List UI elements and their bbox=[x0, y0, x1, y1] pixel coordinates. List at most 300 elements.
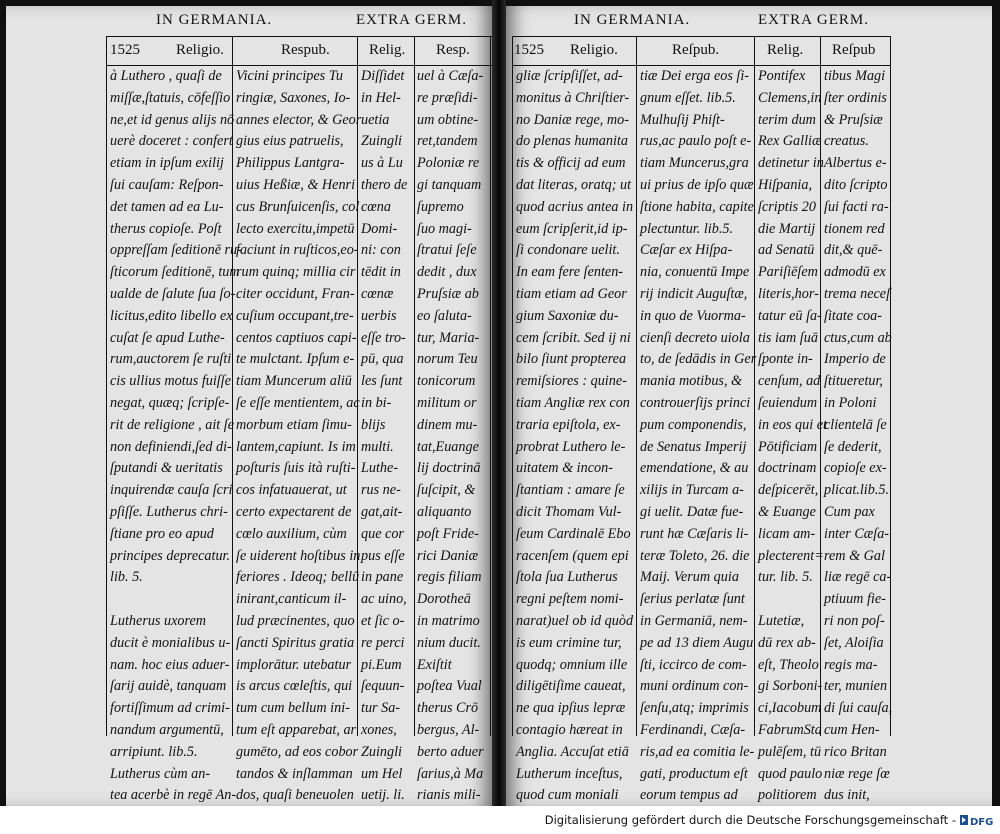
text-line: gius eius patruelis, bbox=[236, 133, 344, 150]
text-line: cienſi decreto uiola bbox=[640, 329, 750, 346]
text-line: tat,Euange bbox=[417, 438, 479, 455]
right-header-respub: Reſpub. bbox=[672, 42, 720, 58]
text-line: ſputandi & ueritatis bbox=[110, 460, 223, 477]
text-line: ne qua ipſius lepræ bbox=[516, 700, 626, 717]
left-rule-2 bbox=[357, 36, 358, 736]
text-line: ſancti Spiritus gratia bbox=[236, 634, 355, 651]
text-line: cos infatuauerat, ut bbox=[236, 482, 347, 499]
text-line: in Poloni bbox=[824, 394, 877, 411]
text-line: creatus. bbox=[824, 133, 869, 150]
text-line: traria epiſtola, ex- bbox=[516, 416, 621, 433]
text-line: copioſe ex- bbox=[824, 460, 887, 477]
left-column-headers bbox=[106, 36, 492, 66]
text-line: det tamen ad ea Lu- bbox=[110, 198, 224, 215]
text-line: is eum crimine tur, bbox=[516, 634, 622, 651]
text-line: FabrumSta bbox=[758, 721, 822, 738]
text-line: cem ſcribit. Sed ij ni bbox=[516, 329, 631, 346]
text-line: rus,ac paulo poſt e- bbox=[640, 133, 752, 150]
text-line: citer occidunt, Fran- bbox=[236, 285, 355, 302]
digitization-footer bbox=[0, 806, 1000, 834]
text-line: quodq; omnium ille bbox=[516, 656, 628, 673]
text-line: ſarius,à Ma bbox=[417, 765, 484, 782]
text-line: rici Daniæ bbox=[417, 547, 479, 564]
text-line: uerè doceret : confert bbox=[110, 133, 233, 150]
text-line: quod cum moniali bbox=[516, 787, 619, 804]
text-line: cenſum, ad bbox=[758, 373, 821, 390]
text-line: blijs bbox=[361, 416, 386, 433]
text-line: ſtratui ſeſe bbox=[417, 242, 477, 259]
text-line: dos, quaſi beneuolen bbox=[236, 787, 354, 804]
text-line: cis ullius motus fuiſſe bbox=[110, 373, 231, 390]
text-line: thero de bbox=[361, 176, 408, 193]
text-line: uius Heßiæ, & Henri bbox=[236, 176, 356, 193]
right-running-head-right: EXTRA GERM. bbox=[758, 12, 870, 28]
text-line: us à Lu bbox=[361, 155, 403, 172]
text-line: Domi- bbox=[361, 220, 398, 237]
text-line: berto aduer bbox=[417, 743, 484, 760]
text-line: regni peſtem nomi- bbox=[516, 591, 624, 608]
left-header-religio: Religio. bbox=[176, 42, 224, 58]
text-line: tur. lib. 5. bbox=[758, 569, 813, 586]
left-column-1 bbox=[110, 66, 242, 829]
text-line: quod paulo bbox=[758, 765, 823, 782]
text-line: ſuſcipit, & bbox=[417, 482, 476, 499]
right-column-2 bbox=[640, 66, 757, 807]
text-line: lib. 5. bbox=[110, 569, 143, 586]
text-line: quod acrius antea in bbox=[516, 198, 634, 215]
text-line: militum or bbox=[417, 394, 477, 411]
text-line: gi Sorboni- bbox=[758, 678, 823, 695]
text-line: eo ſaluta- bbox=[417, 307, 472, 324]
text-line: dit,& quē- bbox=[824, 242, 883, 259]
text-line: te mulctant. Ipſum e- bbox=[236, 351, 355, 368]
right-rule-2 bbox=[754, 36, 755, 736]
text-line: principes deprecatur. bbox=[110, 547, 231, 564]
text-line: ri non poſ- bbox=[824, 612, 885, 629]
text-line: in matrimo bbox=[417, 612, 480, 629]
text-line: licam am- bbox=[758, 525, 816, 542]
text-line: runt hæ Cæſaris li- bbox=[640, 525, 749, 542]
text-line: multi. bbox=[361, 438, 394, 455]
left-running-head bbox=[6, 10, 492, 34]
left-header-relig: Relig. bbox=[369, 42, 406, 58]
left-rule-3 bbox=[414, 36, 415, 736]
text-line: diligētiſime caueat, bbox=[516, 678, 626, 695]
text-line: feriores . Ideoq; bellū bbox=[236, 569, 360, 586]
text-line: de Senatus Imperij bbox=[640, 438, 747, 455]
text-line: à Luthero , quaſi de bbox=[110, 68, 222, 84]
right-column-4 bbox=[824, 66, 893, 807]
text-line: eum ſcripſerit,id ip- bbox=[516, 220, 628, 237]
text-line: implorātur. utebatur bbox=[236, 656, 352, 673]
text-line: nia, conuentū Impe bbox=[640, 264, 750, 281]
text-line: annes elector, & Geor bbox=[236, 111, 362, 128]
text-line: pū, qua bbox=[361, 351, 404, 368]
text-line: oppreſſam ſeditionē ru- bbox=[110, 242, 242, 259]
text-line: emendatione, & au bbox=[640, 460, 749, 477]
text-line: tonicorum bbox=[417, 373, 476, 390]
text-line: teræ Toleto, 26. die bbox=[640, 547, 750, 564]
dfg-logo-icon bbox=[960, 812, 994, 828]
text-line: Luthe- bbox=[361, 460, 399, 477]
text-line: no Daniæ rege, mo- bbox=[516, 111, 629, 128]
text-line: ſtione habita, capite bbox=[640, 198, 754, 215]
text-line: Albertus e- bbox=[824, 155, 887, 172]
text-line: ſeum Cardinalē Ebo bbox=[516, 525, 631, 542]
text-line: contagio hæreat in bbox=[516, 721, 623, 738]
text-line: ſcriptis 20 bbox=[758, 198, 816, 215]
text-line: ſerius perlatæ ſunt bbox=[640, 591, 745, 608]
text-line: rus ne- bbox=[361, 482, 401, 499]
text-line: tibus Magi bbox=[824, 68, 886, 84]
text-line: bilo ſiunt propterea bbox=[516, 351, 627, 368]
text-line: Cum pax bbox=[824, 503, 875, 520]
text-line: plectuntur. lib.5. bbox=[640, 220, 734, 237]
text-line: terim dum bbox=[758, 111, 816, 128]
text-line: Lutherus cùm an- bbox=[110, 765, 211, 782]
text-line: ſenſu,atq; imprimis bbox=[640, 700, 749, 717]
text-line: to, de ſedādis in Ger bbox=[640, 351, 757, 368]
text-line: rico Britan bbox=[824, 743, 887, 760]
text-line: deſpicerēt, bbox=[758, 482, 819, 499]
text-line: Lutetiæ, bbox=[758, 612, 805, 629]
text-line: detinetur in bbox=[758, 155, 824, 172]
text-line: Hiſpania, bbox=[758, 176, 812, 193]
text-line: regis filiam bbox=[417, 569, 482, 586]
text-line: Pruſsiæ ab bbox=[417, 285, 479, 302]
right-page bbox=[506, 6, 992, 806]
text-line: tis iam ſuā bbox=[758, 329, 818, 346]
text-line: cœnæ bbox=[361, 285, 394, 302]
text-line: pulēſem, tū bbox=[758, 743, 822, 760]
text-line: Clemens,in bbox=[758, 89, 822, 106]
text-line: gi tanquam bbox=[417, 176, 482, 193]
text-line: rianis mili- bbox=[417, 787, 481, 804]
text-line: lud præcinentes, quo bbox=[236, 612, 355, 629]
text-line: re perci bbox=[361, 634, 405, 651]
text-line: regis ma- bbox=[824, 656, 878, 673]
text-line: monitus à Chriſtier- bbox=[516, 89, 630, 106]
text-line: rit de religione , ait ſe bbox=[110, 416, 234, 433]
text-line: Zuingli bbox=[361, 743, 402, 760]
right-rule-4 bbox=[890, 36, 891, 736]
text-line: negat, quæq; ſcripſe- bbox=[110, 394, 230, 411]
text-line: Philippus Lantgra- bbox=[236, 155, 345, 172]
text-line: tis & officij ad eum bbox=[516, 155, 626, 172]
left-page bbox=[6, 6, 492, 806]
text-line: eſſe tro- bbox=[361, 329, 406, 346]
left-rule-4 bbox=[490, 36, 491, 736]
text-line: dedit , dux bbox=[417, 264, 477, 281]
text-line: Exiſtit bbox=[417, 656, 452, 673]
text-line: Ferdinandi, Cæſa- bbox=[640, 721, 746, 738]
text-line: poſtea Vual bbox=[417, 678, 482, 695]
text-line: in bi- bbox=[361, 394, 392, 411]
text-line: ſtitueretur, bbox=[824, 373, 883, 390]
text-line: cœna bbox=[361, 198, 391, 215]
footer-credit-text: Digitalisierung gefördert durch die Deutsche Forschungsgemeinschaft - bbox=[544, 813, 956, 827]
text-line bbox=[110, 589, 230, 611]
text-line: arripiunt. lib.5. bbox=[110, 743, 198, 760]
text-line: gati, productum eſt bbox=[640, 765, 748, 782]
text-line: in Germaniā, nem- bbox=[640, 612, 748, 629]
text-line: controuerſijs princi bbox=[640, 394, 751, 411]
right-column-headers bbox=[512, 36, 890, 66]
text-line: Vicini principes Tu bbox=[236, 68, 343, 84]
left-rule-0 bbox=[106, 36, 107, 736]
text-line: centos captiuos capi- bbox=[236, 329, 357, 346]
text-line: & Pruſsiæ bbox=[824, 111, 883, 128]
text-line: lantem,capiunt. Is im bbox=[236, 438, 356, 455]
text-line: admodū ex bbox=[824, 264, 886, 281]
text-line: uel à Cæſa- bbox=[417, 68, 484, 84]
text-line: uetij. li. bbox=[361, 787, 405, 804]
text-line: di ſui cauſa, bbox=[824, 700, 893, 717]
text-line: que cor bbox=[361, 525, 404, 542]
right-header-resp: Reſpub bbox=[832, 42, 876, 58]
text-line: & Euange bbox=[758, 503, 816, 520]
text-line: inquirendæ cauſa ſcri bbox=[110, 482, 233, 499]
text-line: rum quinq; millia cir bbox=[236, 264, 356, 281]
text-line: ris,ad ea comitia le- bbox=[640, 743, 755, 760]
text-line: ſitate coa- bbox=[824, 307, 882, 324]
text-line: tur Sa- bbox=[361, 700, 401, 717]
text-line: narat)uel ob id quòd bbox=[516, 612, 634, 629]
text-line: Cæſar ex Hiſpa- bbox=[640, 242, 733, 259]
text-line: tur, Maria- bbox=[417, 329, 480, 346]
text-line: in Hel- bbox=[361, 89, 401, 106]
text-line: norum Teu bbox=[417, 351, 478, 368]
text-line: racenſem (quem epi bbox=[516, 547, 629, 564]
right-header-relig: Relig. bbox=[767, 42, 804, 58]
text-line: ret,tandem bbox=[417, 133, 478, 150]
text-line: pum componendis, bbox=[640, 416, 747, 433]
text-line: certo expectarent de bbox=[236, 503, 352, 520]
text-line: non definiendi,ſed di- bbox=[110, 438, 232, 455]
text-line: mania motibus, & bbox=[640, 373, 743, 390]
text-line: nam. hoc eius aduer- bbox=[110, 656, 230, 673]
text-line: eorum tempus ad bbox=[640, 787, 738, 804]
text-line: remiſsiores : quine- bbox=[516, 373, 627, 390]
text-line: plicat.lib.5. bbox=[824, 482, 890, 499]
text-line: re præſidi- bbox=[417, 89, 478, 106]
text-line: gat,ait- bbox=[361, 503, 403, 520]
text-line: tēdit in bbox=[361, 264, 401, 281]
text-line: ſponte in- bbox=[758, 351, 813, 368]
text-line: rem & Gal bbox=[824, 547, 885, 564]
text-line: Maij. Verum quia bbox=[640, 569, 739, 586]
text-line: in quo de Vuorma- bbox=[640, 307, 746, 324]
text-line: Pariſiēſem bbox=[758, 264, 818, 281]
text-line: tea acerbè in regē An- bbox=[110, 787, 237, 804]
left-column-4 bbox=[417, 66, 489, 807]
text-line: ſarij auidè, tanquam bbox=[110, 678, 227, 695]
text-line: tum cum bellum ini- bbox=[236, 700, 350, 717]
text-line: Zuingli bbox=[361, 133, 402, 150]
text-line: Mulhuſij Phiſt- bbox=[640, 111, 725, 128]
text-line: tatur eū ſa- bbox=[758, 307, 822, 324]
text-line: nandum argumentū, bbox=[110, 721, 224, 738]
right-year: 1525 bbox=[514, 42, 544, 58]
text-line: ſtiane pro eo apud bbox=[110, 525, 214, 542]
right-column-3 bbox=[758, 66, 827, 807]
text-line: cœlo auxilium, cùm bbox=[236, 525, 347, 542]
text-line: pe ad 13 diem Augu bbox=[640, 634, 754, 651]
text-line: ducit è monialibus u- bbox=[110, 634, 231, 651]
text-line: Pōtificiam bbox=[758, 438, 818, 455]
text-line: tiæ Dei erga eos ſi- bbox=[640, 68, 750, 84]
text-line: therus Crō bbox=[417, 700, 479, 717]
text-line: ad Senatū bbox=[758, 242, 815, 259]
text-line: les ſunt bbox=[361, 373, 403, 390]
text-line: ci,Iacobum bbox=[758, 700, 822, 717]
text-line: ui prius de ipſo quæ bbox=[640, 176, 754, 193]
text-line: do plenas humanita bbox=[516, 133, 628, 150]
text-line: pſiſſe. Lutherus chri- bbox=[110, 503, 228, 520]
text-line: rum,auctorem ſe ruſti bbox=[110, 351, 232, 368]
text-line: uetia bbox=[361, 111, 390, 128]
text-line: Imperio de bbox=[824, 351, 886, 368]
text-line: tionem red bbox=[824, 220, 885, 237]
left-column-2 bbox=[236, 66, 362, 829]
text-line: Poloniæ re bbox=[417, 155, 480, 172]
dfg-logo-text: DFG bbox=[970, 817, 994, 828]
left-header-respub: Respub. bbox=[281, 42, 330, 58]
text-line: dinem mu- bbox=[417, 416, 478, 433]
text-line: faciunt in ruſticos,eo- bbox=[236, 242, 359, 259]
text-line: is arcus cœleſtis, qui bbox=[236, 678, 353, 695]
text-line: therus copioſe. Poſt bbox=[110, 220, 222, 237]
text-line: xones, bbox=[361, 721, 397, 738]
text-line: ſtola ſua Lutherus bbox=[516, 569, 618, 586]
text-line: ſuo magi- bbox=[417, 220, 472, 237]
text-line: ſequun- bbox=[361, 678, 405, 695]
right-running-head-left: IN GERMANIA. bbox=[574, 12, 691, 28]
left-year: 1525 bbox=[110, 42, 140, 58]
text-line: ſticorum ſeditionē, tum bbox=[110, 264, 240, 281]
text-line: ſe eſſe mentientem, ac bbox=[236, 394, 360, 411]
text-line: tandos & inſlamman bbox=[236, 765, 353, 782]
text-line: in pane bbox=[361, 569, 404, 586]
text-line: in eos qui et bbox=[758, 416, 827, 433]
right-rule-0 bbox=[512, 36, 513, 736]
text-line: aliquanto bbox=[417, 503, 472, 520]
text-line: literis,hor- bbox=[758, 285, 819, 302]
text-line: ualde de ſalute ſua ſo- bbox=[110, 285, 236, 302]
text-line: pi.Eum bbox=[361, 656, 402, 673]
text-line: um obtine- bbox=[417, 111, 479, 128]
text-line: gnum eſſet. lib.5. bbox=[640, 89, 736, 106]
text-line: cuſium occupant,tre- bbox=[236, 307, 354, 324]
text-line: probrat Luthero le- bbox=[516, 438, 626, 455]
text-line: ſe dederit, bbox=[824, 438, 882, 455]
text-line: inter Cæſa- bbox=[824, 525, 890, 542]
left-running-head-left: IN GERMANIA. bbox=[156, 12, 273, 28]
text-line: xilijs in Turcam a- bbox=[640, 482, 744, 499]
text-line: bergus, Al- bbox=[417, 721, 480, 738]
text-line: trema neceſ bbox=[824, 285, 891, 302]
text-line: tum eſt apparebat, ar bbox=[236, 721, 357, 738]
text-line: cum Hen- bbox=[824, 721, 880, 738]
text-line: ter, munien bbox=[824, 678, 888, 695]
text-line: ſet, Aloiſia bbox=[824, 634, 884, 651]
text-line: niæ rege ſœ bbox=[824, 765, 890, 782]
text-line: miſſæ,ſtatuis, cōfeſſio bbox=[110, 89, 231, 106]
text-line: morbum etiam ſimu- bbox=[236, 416, 352, 433]
text-line: liæ regē ca- bbox=[824, 569, 892, 586]
text-line: Lutherus uxorem bbox=[110, 612, 207, 629]
text-line: dat literas, oratq; ut bbox=[516, 176, 632, 193]
text-line: tiam etiam ad Geor bbox=[516, 285, 627, 302]
text-line: dus init, bbox=[824, 787, 870, 804]
text-line: cuſat ſe apud Luthe- bbox=[110, 329, 225, 346]
text-line: ſter ordinis bbox=[824, 89, 887, 106]
text-line: um Hel bbox=[361, 765, 403, 782]
text-line: ſui cauſam: Reſpon- bbox=[110, 176, 224, 193]
text-line: ſeuiendum bbox=[758, 394, 818, 411]
text-line: inirant,canticum il- bbox=[236, 591, 347, 608]
text-line: uerbis bbox=[361, 307, 397, 324]
text-line: ſupremo bbox=[417, 198, 464, 215]
left-running-head-right: EXTRA GERM. bbox=[356, 12, 468, 28]
text-line: tiam Muncerus,gra bbox=[640, 155, 749, 172]
text-line: politiorem bbox=[758, 787, 817, 804]
text-line bbox=[758, 589, 819, 611]
text-line: gumēto, ad eos cobor bbox=[236, 743, 359, 760]
text-line: ne,et id genus alijs nō bbox=[110, 111, 235, 128]
right-header-religio: Religio. bbox=[570, 42, 618, 58]
text-line: Anglia. Accuſat etiā bbox=[516, 743, 629, 760]
text-line: ſtantiam : amare ſe bbox=[516, 482, 625, 499]
text-line: rij indicit Auguſtæ, bbox=[640, 285, 748, 302]
text-line: eſt, Theolo bbox=[758, 656, 819, 673]
left-column-3 bbox=[361, 66, 413, 829]
text-line: lij doctrinā bbox=[417, 460, 481, 477]
text-line: ni: con bbox=[361, 242, 401, 259]
text-line: ſi condonare uelit. bbox=[516, 242, 620, 259]
text-line: licitus,edito libello ex bbox=[110, 307, 233, 324]
text-line: ringiæ, Saxones, Io- bbox=[236, 89, 351, 106]
text-line: doctrinam bbox=[758, 460, 817, 477]
right-rule-1 bbox=[636, 36, 637, 736]
text-line: ſui facti ra- bbox=[824, 198, 889, 215]
text-line: ac uino, bbox=[361, 591, 407, 608]
text-line: cus Brunſuicenſis, col bbox=[236, 198, 360, 215]
text-line: tiam Muncerum aliū bbox=[236, 373, 352, 390]
text-line: etiam in ipſum exilij bbox=[110, 155, 224, 172]
right-running-head bbox=[506, 10, 992, 34]
text-line: Lutherum inceſtus, bbox=[516, 765, 623, 782]
text-line: poſt Fride- bbox=[417, 525, 479, 542]
text-line: gium Saxoniæ du- bbox=[516, 307, 619, 324]
right-column-1 bbox=[516, 66, 635, 829]
text-line: Rex Galliæ bbox=[758, 133, 822, 150]
book-spine bbox=[492, 0, 506, 812]
text-line: tiam Angliæ rex con bbox=[516, 394, 630, 411]
text-line: Dorotheā bbox=[417, 591, 471, 608]
text-line: Pontifex bbox=[758, 68, 806, 84]
text-line: ptiuum fie- bbox=[824, 591, 886, 608]
text-line: die Martij bbox=[758, 220, 816, 237]
text-line: gi uelit. Datæ fue- bbox=[640, 503, 744, 520]
text-line: In eam fere ſenten- bbox=[516, 264, 624, 281]
text-line: gliæ ſcripſiſſet, ad- bbox=[516, 68, 623, 84]
text-line: fortiſſimum ad crimi- bbox=[110, 700, 230, 717]
text-line: dito ſcripto bbox=[824, 176, 888, 193]
left-header-resp: Resp. bbox=[436, 42, 470, 58]
text-line: ctus,cum ab bbox=[824, 329, 892, 346]
text-line: dicit Thomam Vul- bbox=[516, 503, 622, 520]
